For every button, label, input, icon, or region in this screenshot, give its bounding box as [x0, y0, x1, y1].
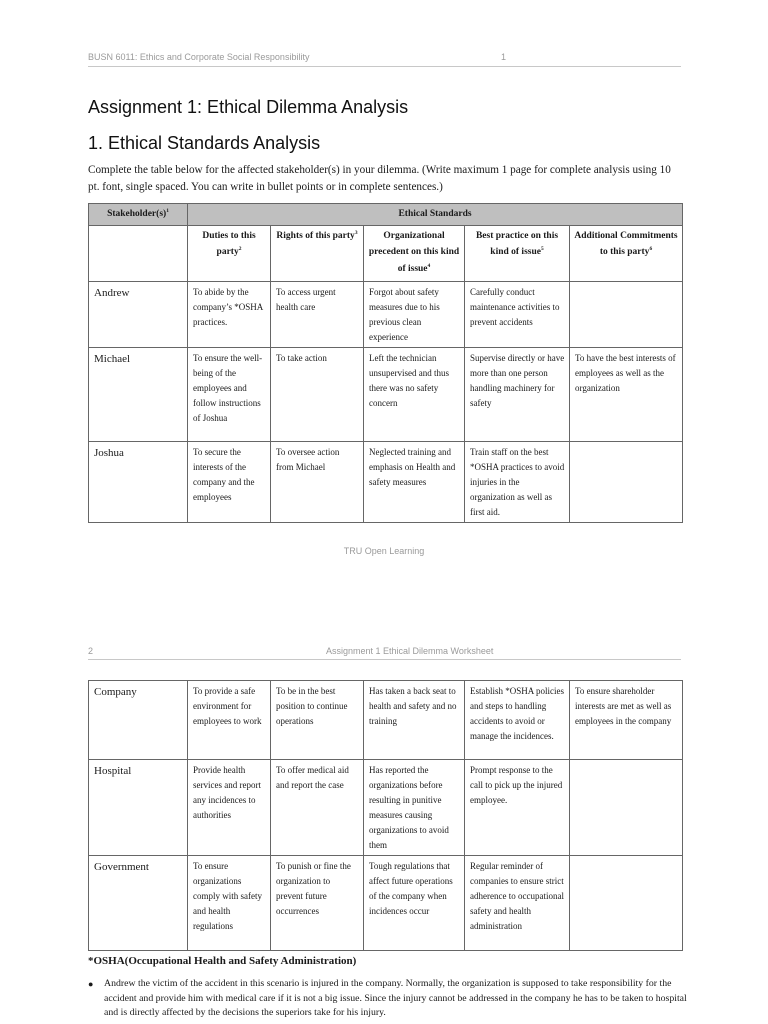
page2-header-rule: [88, 659, 681, 660]
best-practice-cell: Establish *OSHA policies and steps to handling accidents to avoid or manage the incidences.: [465, 681, 570, 760]
precedent-cell: Left the technician unsupervised and thus there was no safety concern: [364, 347, 465, 441]
best-practice-cell: Carefully conduct maintenance activities to prevent accidents: [465, 281, 570, 347]
stakeholder-cell: Hospital: [89, 760, 188, 856]
rights-cell: To take action: [271, 347, 364, 441]
assignment-title: Assignment 1: Ethical Dilemma Analysis: [88, 97, 409, 117]
commitments-cell: [570, 760, 683, 856]
table-row: [89, 681, 683, 760]
best-practice-cell: Supervise directly or have more than one person handling machinery for safety: [465, 347, 570, 441]
ethical-standards-table-continued: [88, 680, 683, 951]
osha-footnote: *OSHA(Occupational Health and Safety Administration): [88, 955, 357, 967]
empty-header-cell: [89, 225, 188, 281]
duties-cell: To secure the interests of the company and the employees: [188, 441, 271, 522]
precedent-cell: Forgot about safety measures due to his previous clean experience: [364, 281, 465, 347]
table-row: [89, 281, 683, 347]
page1-footer: TRU Open Learning: [343, 546, 425, 556]
page1-page-number: 1: [501, 52, 507, 62]
duties-cell: To ensure the well-being of the employees and follow instructions of Joshua: [188, 347, 271, 441]
page2-page-number: 2: [88, 646, 94, 656]
page2-header-title: Assignment 1 Ethical Dilemma Worksheet: [326, 646, 494, 656]
precedent-cell: Has reported the organizations before resulting in punitive measures causing organizations to avoid them: [364, 760, 465, 856]
page1-header-rule: [88, 66, 681, 67]
rights-cell: To access urgent health care: [271, 281, 364, 347]
stakeholder-cell: Andrew: [89, 281, 188, 347]
ethical-standards-table: [88, 203, 683, 523]
rights-cell: To punish or fine the organization to prevent future occurrences: [271, 856, 364, 951]
bullet-icon: ●: [88, 979, 94, 989]
stakeholder-cell: Michael: [89, 347, 188, 441]
column-header: Additional Commitments to this party$^6$: [570, 225, 683, 281]
best-practice-cell: Prompt response to the call to pick up the injured employee.: [465, 760, 570, 856]
section-title: 1. Ethical Standards Analysis: [88, 133, 321, 153]
column-header: Best practice on this kind of issue$^5$: [465, 225, 570, 281]
table-row: [89, 441, 683, 522]
table-row: [89, 347, 683, 441]
stakeholder-cell: Company: [89, 681, 188, 760]
instructions-paragraph: Complete the table below for the affected stakeholder(s) in your dilemma. (Write maximum 1 page for complete analysis using 10 pt. font, single spaced. You can write in bullet points or in complete sentences.): [88, 164, 671, 193]
table-row: [89, 760, 683, 856]
column-header: Rights of this party$^3$: [271, 225, 364, 281]
commitments-cell: To ensure shareholder interests are met as well as employees in the company: [570, 681, 683, 760]
duties-cell: Provide health services and report any incidences to authorities: [188, 760, 271, 856]
commitments-cell: To have the best interests of employees as well as the organization: [570, 347, 683, 441]
best-practice-cell: Train staff on the best *OSHA practices to avoid injuries in the organization as well as first aid.: [465, 441, 570, 522]
duties-cell: To abide by the company’s *OSHA practices.: [188, 281, 271, 347]
precedent-cell: Neglected training and emphasis on Health and safety measures: [364, 441, 465, 522]
analysis-bullets: [88, 977, 688, 1021]
rights-cell: To offer medical aid and report the case: [271, 760, 364, 856]
commitments-cell: [570, 281, 683, 347]
column-header: Organizational precedent on this kind of issue$^4$: [364, 225, 465, 281]
list-item: [88, 977, 688, 1021]
column-header: Duties to this party$^2$: [188, 225, 271, 281]
best-practice-cell: Regular reminder of companies to ensure strict adherence to occupational safety and health administration: [465, 856, 570, 951]
rights-cell: To oversee action from Michael: [271, 441, 364, 522]
ethical-standards-header: Ethical Standards: [188, 204, 683, 226]
stakeholders-header: $Stakeholder(s)^1$: [89, 204, 188, 226]
page1-header-course: BUSN 6011: Ethics and Corporate Social Responsibility: [88, 52, 310, 62]
precedent-cell: Tough regulations that affect future operations of the company when incidences occur: [364, 856, 465, 951]
stakeholder-cell: Government: [89, 856, 188, 951]
duties-cell: To provide a safe environment for employees to work: [188, 681, 271, 760]
bullet-text: Andrew the victim of the accident in this scenario is injured in the company. Normally, the organization is supposed to take responsibility for the accident and provide him with medical care if it is not a big issue. Since the injury cannot be addressed in the company he has to be taken to hospital and is directly affected by the decisions the superiors take for his injury.: [104, 978, 687, 1018]
stakeholder-cell: Joshua: [89, 441, 188, 522]
commitments-cell: [570, 441, 683, 522]
commitments-cell: [570, 856, 683, 951]
precedent-cell: Has taken a back seat to health and safety and no training: [364, 681, 465, 760]
rights-cell: To be in the best position to continue operations: [271, 681, 364, 760]
duties-cell: To ensure organizations comply with safety and health regulations: [188, 856, 271, 951]
table-row: [89, 856, 683, 951]
